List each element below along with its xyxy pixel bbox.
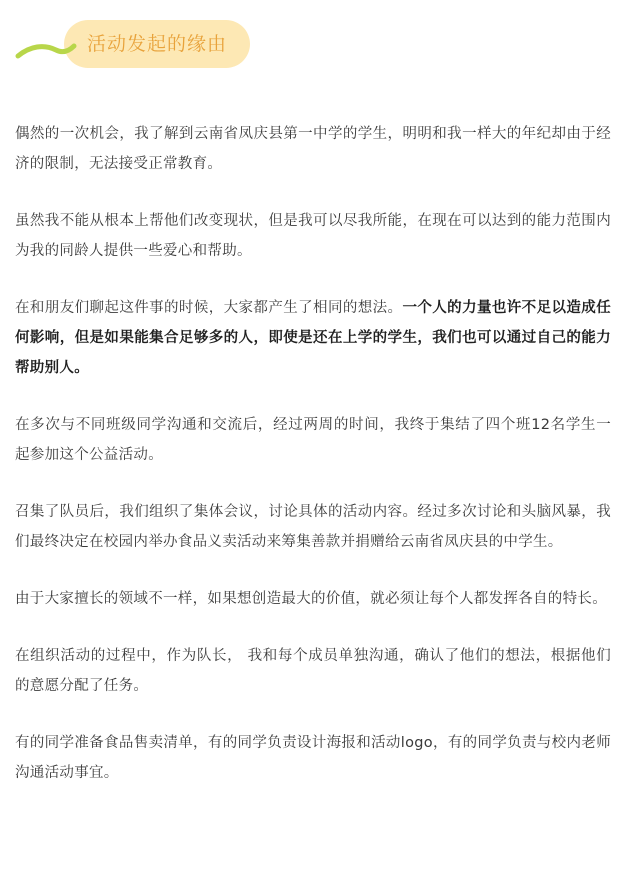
paragraph-text: 虽然我不能从根本上帮他们改变现状，但是我可以尽我所能，在现在可以达到的能力范围内为我的同龄人提供一些爱心和帮助。	[15, 213, 611, 259]
paragraph-7	[15, 641, 611, 701]
paragraph-text: 偶然的一次机会，我了解到云南省凤庆县第一中学的学生，明明和我一样大的年纪却由于经济的限制，无法接受正常教育。	[15, 126, 611, 172]
section-title: 活动发起的缘由	[86, 33, 227, 55]
paragraph-bold-text: 一个人的力量也许不足以造成任何影响，但是如果能集合足够多的人，即使是还在上学的学生，我们也可以通过自己的能力帮助别人。	[15, 300, 611, 376]
paragraph-2	[15, 206, 611, 266]
article-body	[15, 119, 611, 815]
paragraph-1	[15, 119, 611, 179]
paragraph-text: 在组织活动的过程中，作为队长， 我和每个成员单独沟通，确认了他们的想法，根据他们的意愿分配了任务。	[15, 648, 611, 694]
section-header	[14, 18, 254, 70]
paragraph-3	[15, 293, 611, 383]
paragraph-6	[15, 584, 611, 614]
swoosh-decoration-icon	[16, 38, 76, 60]
paragraph-4	[15, 410, 611, 470]
paragraph-text: 在多次与不同班级同学沟通和交流后，经过两周的时间，我终于集结了四个班12名学生一起参加这个公益活动。	[15, 417, 611, 463]
paragraph-5	[15, 497, 611, 557]
paragraph-8	[15, 728, 611, 788]
paragraph-text: 召集了队员后，我们组织了集体会议，讨论具体的活动内容。经过多次讨论和头脑风暴，我们最终决定在校园内举办食品义卖活动来筹集善款并捐赠给云南省凤庆县的中学生。	[15, 504, 611, 550]
section-title-pill	[64, 20, 250, 68]
paragraph-text: 在和朋友们聊起这件事的时候，大家都产生了相同的想法。	[15, 300, 403, 316]
paragraph-text: 由于大家擅长的领域不一样，如果想创造最大的价值，就必须让每个人都发挥各自的特长。	[15, 591, 607, 607]
paragraph-text: 有的同学准备食品售卖清单，有的同学负责设计海报和活动logo，有的同学负责与校内老师沟通活动事宜。	[15, 735, 611, 781]
